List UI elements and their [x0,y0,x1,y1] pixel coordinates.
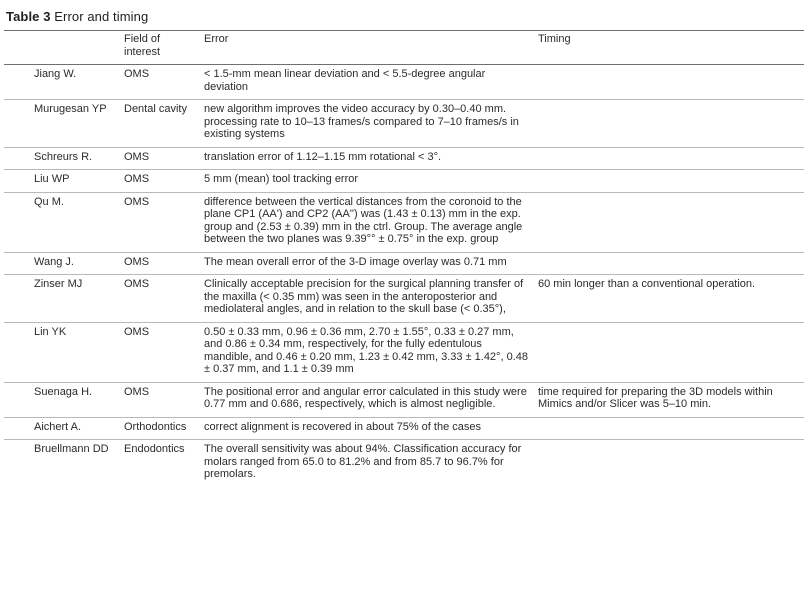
cell-field-of-interest: OMS [124,278,150,290]
cell-field-of-interest: OMS [124,150,150,163]
cell-field-of-interest: Orthodontics [124,420,187,433]
header-error: Error [204,33,229,45]
cell-error: Clinically acceptable precision for the surgical planning transfer of the maxilla (< 0.35 mm) was seen in the anteroposterior and mediolateral angles, and in relation to the skull base (< 0.35°), [204,278,524,315]
table-row [4,440,804,487]
cell-error: difference between the vertical distances from the coronoid to the plane CP1 (AA') and CP2 (AA'') was (1.43 ± 0.13) mm in the exp. group and (2.53 ± 0.39) mm in the ctrl. Group. The average angle between the two planes was 9.39°° ± 0.75° in the exp. group [204,195,523,245]
table-row [4,100,804,148]
cell-timing: time required for preparing the 3D models within Mimics and/or Slicer was 5–10 min. [538,385,773,410]
error-timing-table [4,30,804,487]
cell-author: Suenaga H. [34,385,93,398]
table-row [4,65,804,100]
cell-field-of-interest: Dental cavity [124,103,187,115]
table-row [4,252,804,275]
cell-error: new algorithm improves the video accuracy by 0.30–0.40 mm. processing rate to 10–13 frames/s compared to 7–10 frames/s in existing systems [204,103,519,140]
cell-author: Zinser MJ [34,278,83,290]
cell-error: < 1.5-mm mean linear deviation and < 5.5-degree angular deviation [204,68,486,93]
cell-timing [534,192,804,252]
table-row [4,192,804,252]
cell-author: Aichert A. [34,420,82,433]
cell-author: Schreurs R. [34,150,93,163]
cell-field-of-interest: Endodontics [124,443,185,455]
header-field-of-interest: Field of interest [124,33,161,58]
table-row [4,147,804,170]
cell-timing: 60 min longer than a conventional operation. [538,278,756,290]
cell-field-of-interest: OMS [124,173,150,185]
cell-timing [534,170,804,193]
cell-error: The overall sensitivity was about 94%. Classification accuracy for molars ranged from 65.0 to 81.2% and from 85.7 to 96.7% for premolars. [204,443,522,480]
cell-error: translation error of 1.12–1.15 mm rotational < 3°. [204,150,442,163]
table-row [4,382,804,417]
cell-field-of-interest: OMS [124,68,150,80]
cell-error: The mean overall error of the 3-D image overlay was 0.71 mm [204,255,507,268]
cell-author: Liu WP [34,173,70,185]
table-body [4,65,804,487]
table-row [4,275,804,323]
cell-error: correct alignment is recovered in about 75% of the cases [204,420,481,433]
cell-timing [534,147,804,170]
cell-author: Qu M. [34,195,64,208]
header-author [4,31,120,65]
cell-field-of-interest: OMS [124,195,150,208]
cell-timing [534,417,804,440]
cell-author: Bruellmann DD [34,443,109,455]
cell-timing [534,65,804,100]
cell-timing [534,440,804,487]
table-row [4,417,804,440]
table-header [4,31,804,65]
cell-author: Wang J. [34,255,74,268]
cell-field-of-interest: OMS [124,385,150,398]
cell-timing [534,100,804,148]
header-timing: Timing [538,33,571,45]
cell-author: Lin YK [34,325,67,338]
header-row [4,31,804,65]
table-caption [4,9,804,25]
table-container [4,9,804,487]
cell-author: Jiang W. [34,68,77,80]
table-title: Error and timing [54,9,149,24]
cell-error: 5 mm (mean) tool tracking error [204,173,359,185]
table-number: Table 3 [6,9,51,24]
cell-author: Murugesan YP [34,103,107,115]
table-row [4,322,804,382]
cell-error: The positional error and angular error calculated in this study were 0.77 mm and 0.686, respectively, which is almost negligible. [204,385,527,410]
table-row [4,170,804,193]
cell-timing [534,322,804,382]
cell-timing [534,252,804,275]
cell-field-of-interest: OMS [124,325,150,338]
cell-field-of-interest: OMS [124,255,150,268]
cell-error: 0.50 ± 0.33 mm, 0.96 ± 0.36 mm, 2.70 ± 1.55°, 0.33 ± 0.27 mm, and 0.86 ± 0.34 mm, respectively, for the fully edentulous mandible, and 0.46 ± 0.20 mm, 1.23 ± 0.42 mm, 3.33 ± 1.42°, 0.48 ± 0.37 mm, and 1.1 ± 0.39 mm [204,325,528,375]
